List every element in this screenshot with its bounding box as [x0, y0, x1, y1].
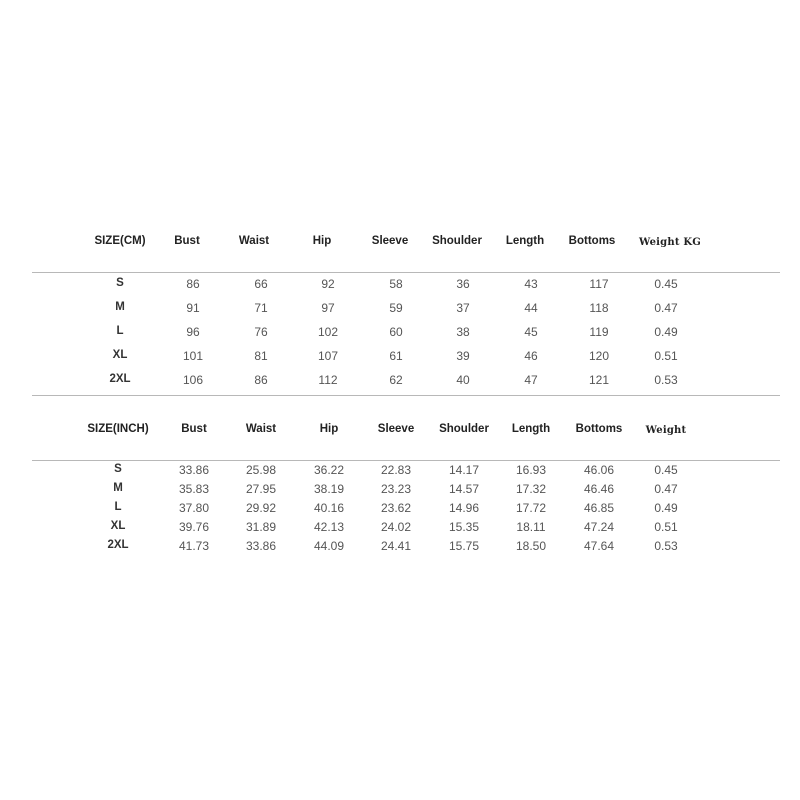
size-label: XL — [112, 349, 128, 361]
table-header — [0, 235, 800, 255]
size-label: M — [115, 301, 125, 313]
header-waist: Waist — [245, 423, 277, 435]
header-weight: Weight — [645, 425, 687, 436]
cell-waist: 76 — [254, 325, 268, 339]
cell-length: 47 — [524, 373, 538, 387]
cell-shoulder: 15.75 — [448, 539, 480, 553]
table-row — [0, 501, 800, 519]
table-row — [0, 520, 800, 538]
cell-weight: 0.47 — [654, 301, 678, 315]
header-divider — [32, 460, 780, 461]
cell-weight: 0.47 — [654, 482, 678, 496]
cell-hip: 38.19 — [313, 482, 345, 496]
table-row — [0, 301, 800, 319]
cell-weight: 0.51 — [654, 520, 678, 534]
cell-waist: 66 — [254, 277, 268, 291]
cell-bottoms: 119 — [589, 325, 609, 339]
header-length: Length — [511, 423, 551, 435]
cell-bust: 39.76 — [178, 520, 210, 534]
cell-waist: 25.98 — [245, 463, 277, 477]
cell-shoulder: 14.17 — [448, 463, 480, 477]
size-label: L — [114, 501, 122, 513]
header-shoulder: Shoulder — [439, 423, 489, 435]
header-hip: Hip — [312, 235, 332, 247]
cell-bottoms: 121 — [588, 373, 610, 387]
header-bust: Bust — [174, 235, 200, 247]
cell-length: 17.72 — [515, 501, 547, 515]
cell-sleeve: 22.83 — [380, 463, 412, 477]
cell-shoulder: 40 — [456, 373, 470, 387]
cell-sleeve: 60 — [389, 325, 403, 339]
table-header — [0, 423, 800, 443]
cell-hip: 42.13 — [313, 520, 345, 534]
header-sleeve: Sleeve — [377, 423, 415, 435]
cell-sleeve: 59 — [389, 301, 403, 315]
cell-waist: 27.95 — [245, 482, 277, 496]
cell-hip: 107 — [317, 349, 339, 363]
table-row — [0, 539, 800, 557]
cell-bust: 86 — [186, 277, 200, 291]
cell-bottoms: 117 — [589, 277, 609, 291]
cell-sleeve: 24.02 — [380, 520, 412, 534]
header-sleeve: Sleeve — [371, 235, 409, 247]
cell-bust: 41.73 — [178, 539, 210, 553]
section-divider — [32, 395, 780, 396]
cell-waist: 86 — [254, 373, 268, 387]
cell-bottoms: 118 — [589, 301, 609, 315]
cell-hip: 97 — [321, 301, 335, 315]
header-divider — [32, 272, 780, 273]
cell-bottoms: 47.64 — [583, 539, 615, 553]
header-size: SIZE(INCH) — [87, 423, 149, 435]
cell-length: 46 — [524, 349, 538, 363]
table-row — [0, 373, 800, 391]
size-label: S — [116, 277, 124, 289]
cell-shoulder: 36 — [456, 277, 470, 291]
header-shoulder: Shoulder — [432, 235, 482, 247]
header-size: SIZE(CM) — [94, 235, 146, 247]
cell-weight: 0.49 — [654, 501, 678, 515]
cell-shoulder: 38 — [456, 325, 470, 339]
cell-hip: 40.16 — [313, 501, 345, 515]
cell-bust: 37.80 — [178, 501, 210, 515]
cell-weight: 0.51 — [654, 349, 678, 363]
cell-length: 44 — [524, 301, 538, 315]
header-bottoms: Bottoms — [568, 235, 616, 247]
cell-bust: 35.83 — [178, 482, 210, 496]
size-label: 2XL — [107, 539, 129, 551]
cell-bust: 96 — [186, 325, 200, 339]
cell-length: 43 — [524, 277, 538, 291]
header-bust: Bust — [181, 423, 207, 435]
cell-sleeve: 23.23 — [380, 482, 412, 496]
cell-bottoms: 46.46 — [583, 482, 615, 496]
header-hip: Hip — [319, 423, 339, 435]
cell-weight: 0.45 — [654, 277, 678, 291]
size-label: S — [114, 463, 122, 475]
cell-weight: 0.49 — [654, 325, 678, 339]
cell-weight: 0.53 — [654, 539, 678, 553]
table-row — [0, 463, 800, 481]
cell-bottoms: 47.24 — [583, 520, 615, 534]
cell-sleeve: 61 — [389, 349, 403, 363]
cell-sleeve: 24.41 — [380, 539, 412, 553]
header-waist: Waist — [238, 235, 270, 247]
size-label: L — [116, 325, 124, 337]
cell-weight: 0.53 — [654, 373, 678, 387]
size-label: XL — [110, 520, 126, 532]
table-row — [0, 277, 800, 295]
cell-waist: 33.86 — [245, 539, 277, 553]
cell-shoulder: 39 — [456, 349, 470, 363]
cell-waist: 29.92 — [245, 501, 277, 515]
cell-bottoms: 120 — [588, 349, 610, 363]
cell-shoulder: 14.57 — [448, 482, 480, 496]
cell-hip: 92 — [321, 277, 335, 291]
header-length: Length — [505, 235, 545, 247]
cell-bust: 106 — [182, 373, 204, 387]
cell-shoulder: 37 — [456, 301, 470, 315]
cell-bust: 91 — [186, 301, 200, 315]
cell-length: 18.50 — [515, 539, 547, 553]
cell-bust: 33.86 — [178, 463, 210, 477]
header-bottoms: Bottoms — [575, 423, 623, 435]
cell-length: 45 — [524, 325, 538, 339]
cell-shoulder: 14.96 — [448, 501, 480, 515]
cell-length: 16.93 — [515, 463, 547, 477]
size-label: M — [113, 482, 123, 494]
cell-sleeve: 23.62 — [380, 501, 412, 515]
cell-length: 18.11 — [516, 520, 546, 534]
cell-length: 17.32 — [515, 482, 547, 496]
cell-hip: 112 — [318, 373, 338, 387]
cell-hip: 102 — [317, 325, 339, 339]
cell-sleeve: 62 — [389, 373, 403, 387]
cell-waist: 71 — [254, 301, 268, 315]
cell-weight: 0.45 — [654, 463, 678, 477]
cell-waist: 81 — [254, 349, 268, 363]
table-row — [0, 325, 800, 343]
header-weight: Weight KG — [639, 237, 701, 248]
size-label: 2XL — [109, 373, 131, 385]
table-row — [0, 482, 800, 500]
cell-sleeve: 58 — [389, 277, 403, 291]
cell-bottoms: 46.85 — [583, 501, 615, 515]
cell-hip: 44.09 — [313, 539, 345, 553]
cell-shoulder: 15.35 — [448, 520, 480, 534]
table-row — [0, 349, 800, 367]
cell-bust: 101 — [182, 349, 204, 363]
cell-bottoms: 46.06 — [583, 463, 615, 477]
cell-hip: 36.22 — [313, 463, 345, 477]
cell-waist: 31.89 — [245, 520, 277, 534]
